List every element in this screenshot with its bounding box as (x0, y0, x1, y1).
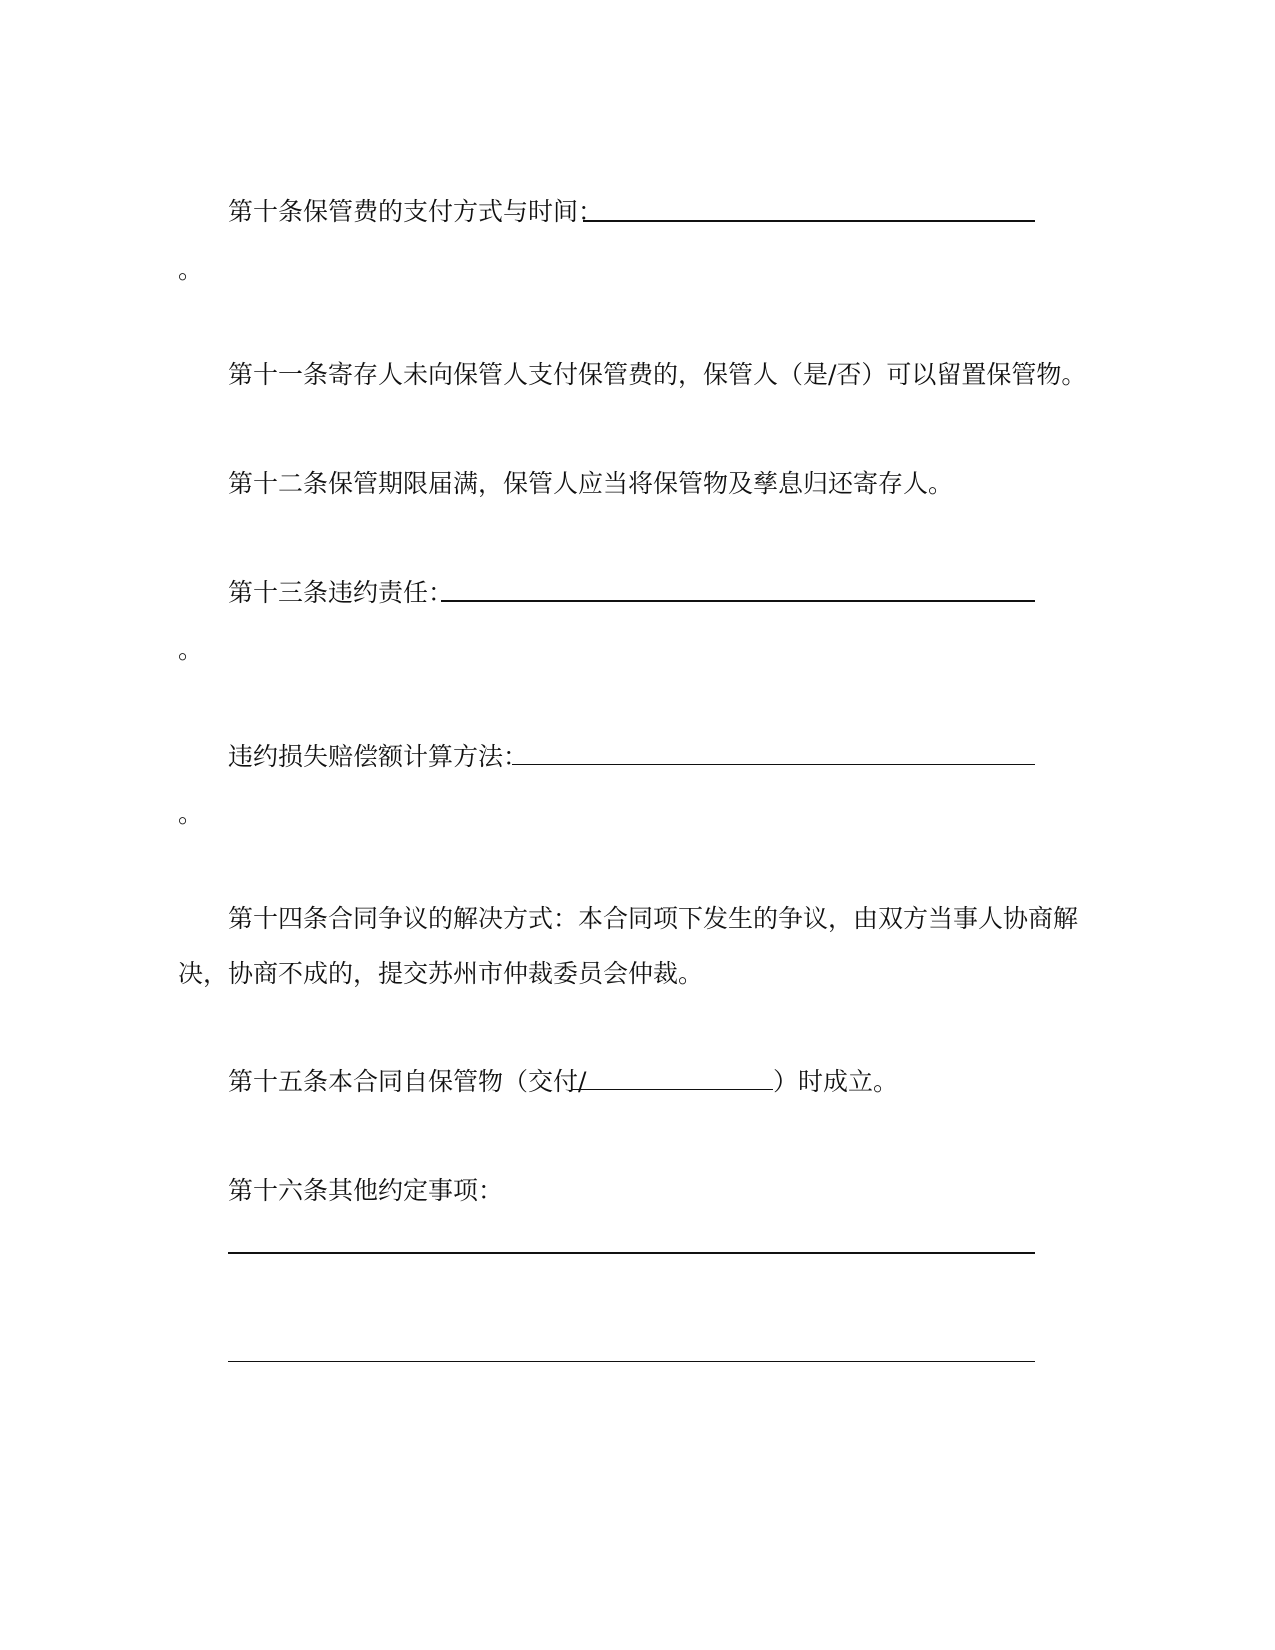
clause-12-text: 第十二条保管期限届满，保管人应当将保管物及孳息归还寄存人。 (228, 469, 954, 498)
clause-13-label: 第十三条违约责任： (228, 578, 454, 607)
clause-10-blank[interactable] (583, 220, 1035, 222)
clause-13-period: 。 (178, 635, 204, 664)
damages-blank[interactable] (512, 764, 1035, 765)
clause-14-line-2: 决，协商不成的，提交苏州市仲裁委员会仲裁。 (178, 959, 704, 988)
clause-16-blank-2[interactable] (228, 1361, 1035, 1362)
clause-16-label: 第十六条其他约定事项： (228, 1176, 504, 1205)
clause-11-text: 第十一条寄存人未向保管人支付保管费的，保管人（是/否）可以留置保管物。 (228, 360, 1087, 389)
clause-10-label: 第十条保管费的支付方式与时间： (228, 197, 604, 226)
clause-10-period: 。 (178, 255, 204, 284)
clause-15-blank[interactable] (571, 1089, 773, 1090)
damages-period: 。 (178, 799, 204, 828)
clause-15-text-before: 第十五条本合同自保管物（交付/ (228, 1067, 587, 1096)
damages-label: 违约损失赔偿额计算方法： (228, 742, 529, 771)
clause-16-blank-1[interactable] (228, 1252, 1035, 1254)
clause-15-text-after: ）时成立。 (773, 1067, 899, 1096)
clause-13-blank[interactable] (441, 600, 1035, 602)
clause-14-line-1: 第十四条合同争议的解决方式：本合同项下发生的争议，由双方当事人协商解 (228, 904, 1079, 933)
